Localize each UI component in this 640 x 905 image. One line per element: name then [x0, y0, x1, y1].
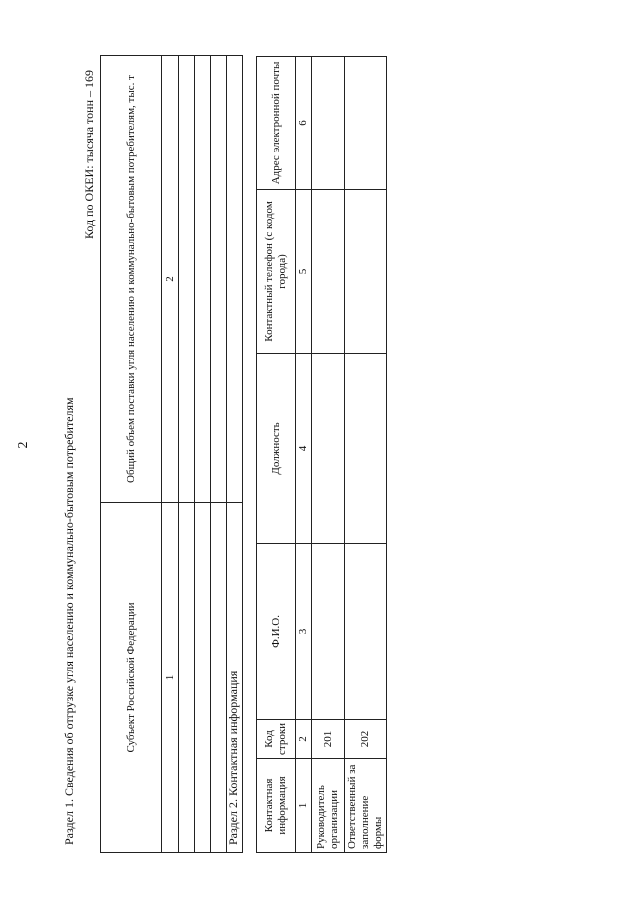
header-subject-rf: Субъект Российской Федерации	[101, 503, 162, 853]
table-cell	[211, 503, 227, 853]
row-code: 202	[345, 719, 387, 758]
table-cell	[345, 353, 387, 543]
table-cell	[312, 353, 345, 543]
contact-info-table	[256, 56, 387, 853]
coal-shipment-table	[100, 55, 243, 853]
column-number: 2	[296, 719, 312, 758]
column-number: 2	[162, 56, 179, 503]
column-number: 6	[296, 56, 312, 189]
row-label-responsible: Ответственный за заполнение формы	[345, 759, 387, 853]
okei-note: Код по ОКЕИ: тысяча тонн – 169	[82, 70, 96, 240]
header-position: Должность	[257, 353, 296, 543]
table-cell	[195, 56, 211, 503]
row-label-head: Руководитель организации	[312, 759, 345, 853]
header-row-code: Код строки	[257, 719, 296, 758]
header-contact-info: Контактная информация	[257, 759, 296, 853]
header-full-name: Ф.И.О.	[257, 543, 296, 719]
table-cell	[312, 189, 345, 353]
table-cell	[345, 189, 387, 353]
column-number: 1	[296, 759, 312, 853]
table-cell	[195, 503, 211, 853]
page-number: 2	[16, 441, 31, 449]
section1-title: Раздел 1. Сведения об отгрузке угля населению и коммунально-бытовым потребителям	[62, 397, 76, 845]
table-cell	[179, 56, 195, 503]
column-number: 3	[296, 543, 312, 719]
column-number: 4	[296, 353, 312, 543]
header-total-volume: Общий объем поставки угля населению и коммунально-бытовым потребителям, тыс. т	[101, 56, 162, 503]
table-cell	[312, 56, 345, 189]
header-email: Адрес электронной почты	[257, 56, 296, 189]
header-phone: Контактный телефон (с кодом города)	[257, 189, 296, 353]
column-number: 1	[162, 503, 179, 853]
section2-title: Раздел 2. Контактная информация	[226, 670, 240, 845]
table-cell	[179, 503, 195, 853]
table-cell	[345, 543, 387, 719]
row-code: 201	[312, 719, 345, 758]
table-cell	[312, 543, 345, 719]
column-number: 5	[296, 189, 312, 353]
table-cell	[211, 56, 227, 503]
table-cell	[345, 56, 387, 189]
table-cell	[227, 56, 243, 503]
